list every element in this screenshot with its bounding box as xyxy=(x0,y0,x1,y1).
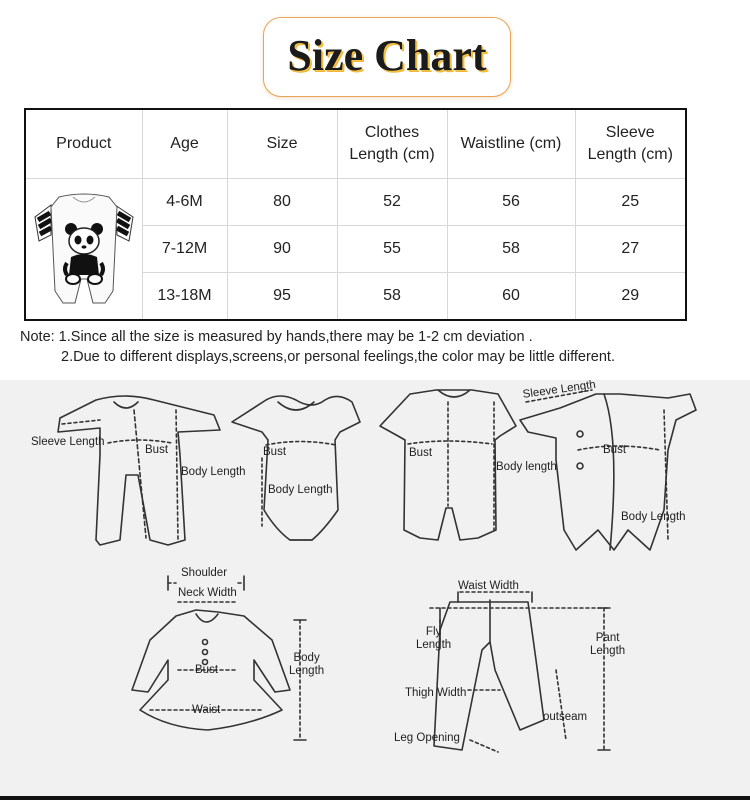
col-header-sleeve-length xyxy=(575,109,686,179)
measurement-diagrams xyxy=(0,380,750,796)
col-header-size: Size xyxy=(227,109,337,179)
label-sleeve-length-kimono: Sleeve Length xyxy=(522,378,597,401)
title-banner xyxy=(263,17,511,97)
label-fly-length-line1: Fly xyxy=(425,626,442,638)
cell-clothes-length: 55 xyxy=(337,226,447,273)
cell-sleeve-length: 27 xyxy=(575,226,686,273)
cell-sleeve-length: 25 xyxy=(575,179,686,226)
label-fly-length-line2: Length xyxy=(416,639,452,651)
label-body-length-romper: Body Length xyxy=(181,466,246,478)
label-body-length-bodysuit: Body Length xyxy=(268,484,333,496)
col-header-product: Product xyxy=(25,109,142,179)
label-waist-dress: Waist xyxy=(192,704,221,716)
label-sleeve-length-romper: Sleeve Length xyxy=(31,436,105,448)
cell-clothes-length: 52 xyxy=(337,179,447,226)
label-body-length-short-romper: Body length xyxy=(496,461,557,473)
cell-sleeve-length: 29 xyxy=(575,273,686,321)
cell-size: 80 xyxy=(227,179,337,226)
label-body-length-dress-line2: Length xyxy=(289,665,325,677)
cell-waistline: 58 xyxy=(447,226,575,273)
label-bust-bodysuit: Bust xyxy=(263,446,287,458)
cell-age: 4-6M xyxy=(142,179,227,226)
label-leg-opening: Leg Opening xyxy=(394,732,460,744)
panda-romper-image xyxy=(29,183,139,311)
product-image-cell xyxy=(25,179,142,321)
label-bust-short-romper: Bust xyxy=(409,447,433,459)
size-table xyxy=(24,108,687,321)
label-bust-kimono: Bust xyxy=(603,444,627,456)
label-pant-length-line2: Length xyxy=(590,645,626,657)
notes xyxy=(20,327,615,367)
label-waist-width: Waist Width xyxy=(458,580,519,592)
label-fly-length xyxy=(416,626,451,652)
label-body-length-dress xyxy=(289,652,324,678)
cell-size: 95 xyxy=(227,273,337,321)
note-line-1: Note: 1.Since all the size is measured by hands,there may be 1-2 cm deviation . xyxy=(20,329,533,345)
cell-clothes-length: 58 xyxy=(337,273,447,321)
label-neck-width: Neck Width xyxy=(178,587,237,599)
cell-waistline: 60 xyxy=(447,273,575,321)
label-bust-romper: Bust xyxy=(145,444,169,456)
cell-size: 90 xyxy=(227,226,337,273)
label-pant-length-line1: Pant xyxy=(595,632,620,644)
label-bust-dress: Bust xyxy=(195,664,219,676)
cell-age: 7-12M xyxy=(142,226,227,273)
label-thigh-width: Thigh Width xyxy=(405,687,467,699)
pants-drawing xyxy=(430,592,610,752)
note-line-2: 2.Due to different displays,screens,or personal feelings,the color may be little different. xyxy=(61,349,615,365)
bottom-border xyxy=(0,796,750,800)
col-header-waistline: Waistline (cm) xyxy=(447,109,575,179)
cell-waistline: 56 xyxy=(447,179,575,226)
label-body-length-dress-line1: Body xyxy=(293,652,320,664)
page-title: Size Chart xyxy=(287,31,487,80)
label-outseam: outseam xyxy=(543,711,588,723)
col-header-age: Age xyxy=(142,109,227,179)
table-row xyxy=(25,179,686,226)
label-pant-length xyxy=(590,632,625,658)
col-header-sleeve-length-text: Sleeve Length (cm) xyxy=(587,124,673,163)
cell-age: 13-18M xyxy=(142,273,227,321)
label-shoulder: Shoulder xyxy=(181,567,228,579)
col-header-clothes-length xyxy=(337,109,447,179)
label-body-length-kimono: Body Length xyxy=(621,511,686,523)
table-header-row xyxy=(25,109,686,179)
col-header-clothes-length-text: Clothes Length (cm) xyxy=(349,124,435,163)
bodysuit-drawing xyxy=(232,396,360,540)
